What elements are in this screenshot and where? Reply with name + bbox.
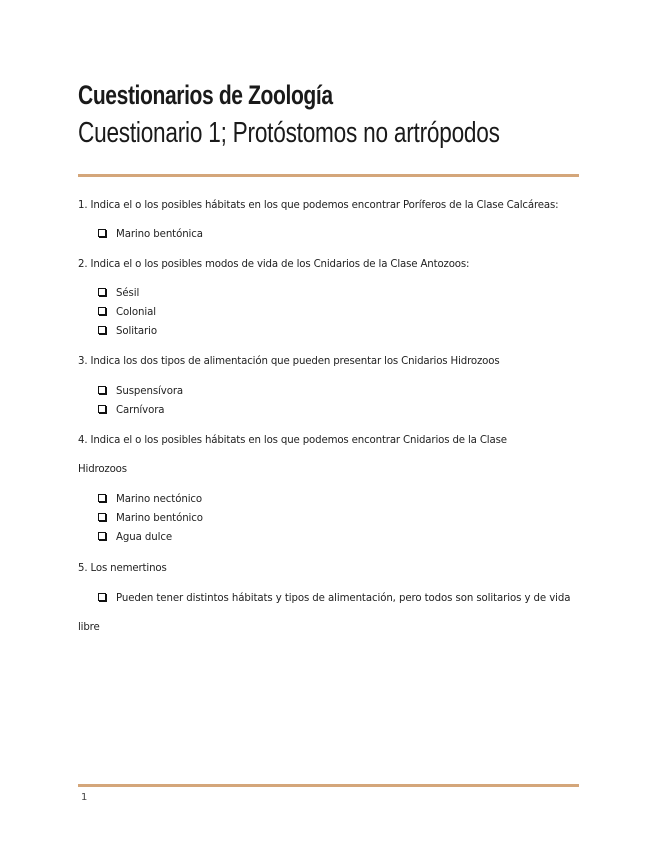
option-label: Sésil [116, 288, 140, 299]
question-1: 1. Indica el o los posibles hábitats en los que podemos encontrar Poríferos de la Clase Calcáreas: [78, 200, 559, 211]
option-label: Carnívora [116, 405, 165, 416]
checkbox-icon[interactable] [98, 307, 106, 315]
option-label: Solitario [116, 326, 157, 337]
checkbox-icon[interactable] [98, 229, 106, 237]
question-5-option-1[interactable] [98, 593, 570, 604]
option-label: Marino bentónico [116, 513, 203, 524]
page-number: 1 [81, 792, 88, 803]
question-4-option-1[interactable] [98, 494, 202, 505]
option-label: Colonial [116, 307, 156, 318]
question-3-option-2[interactable] [98, 405, 164, 416]
question-4: 4. Indica el o los posibles hábitats en los que podemos encontrar Cnidarios de la Clase [78, 435, 507, 446]
question-5: 5. Los nemertinos [78, 563, 167, 574]
option-label: Pueden tener distintos hábitats y tipos de alimentación, pero todos son solitarios y de vida [116, 593, 571, 604]
question-4-option-3[interactable] [98, 532, 172, 543]
footer-divider [78, 784, 579, 787]
question-5-option-continued: libre [78, 622, 100, 633]
checkbox-icon[interactable] [98, 326, 106, 334]
question-2-option-2[interactable] [98, 307, 156, 318]
question-4-continued: Hidrozoos [78, 464, 127, 475]
option-label: Agua dulce [116, 532, 172, 543]
document-subtitle: Cuestionario 1; Protóstomos no artrópodos [78, 117, 500, 149]
question-3: 3. Indica los dos tipos de alimentación que pueden presentar los Cnidarios Hidrozoos [78, 356, 500, 367]
checkbox-icon[interactable] [98, 494, 106, 502]
question-2-option-1[interactable] [98, 288, 139, 299]
option-label: Marino nectónico [116, 494, 203, 505]
question-2: 2. Indica el o los posibles modos de vida de los Cnidarios de la Clase Antozoos: [78, 259, 470, 270]
checkbox-icon[interactable] [98, 405, 106, 413]
option-label: Marino bentónica [116, 229, 203, 240]
question-2-option-3[interactable] [98, 326, 157, 337]
document-title: Cuestionarios de Zoología [78, 80, 333, 110]
option-label: Suspensívora [116, 386, 184, 397]
checkbox-icon[interactable] [98, 288, 106, 296]
question-4-option-2[interactable] [98, 513, 203, 524]
checkbox-icon[interactable] [98, 593, 106, 601]
checkbox-icon[interactable] [98, 386, 106, 394]
checkbox-icon[interactable] [98, 532, 106, 540]
question-3-option-1[interactable] [98, 386, 183, 397]
checkbox-icon[interactable] [98, 513, 106, 521]
question-1-option-1[interactable] [98, 229, 203, 240]
header-divider [78, 174, 579, 177]
